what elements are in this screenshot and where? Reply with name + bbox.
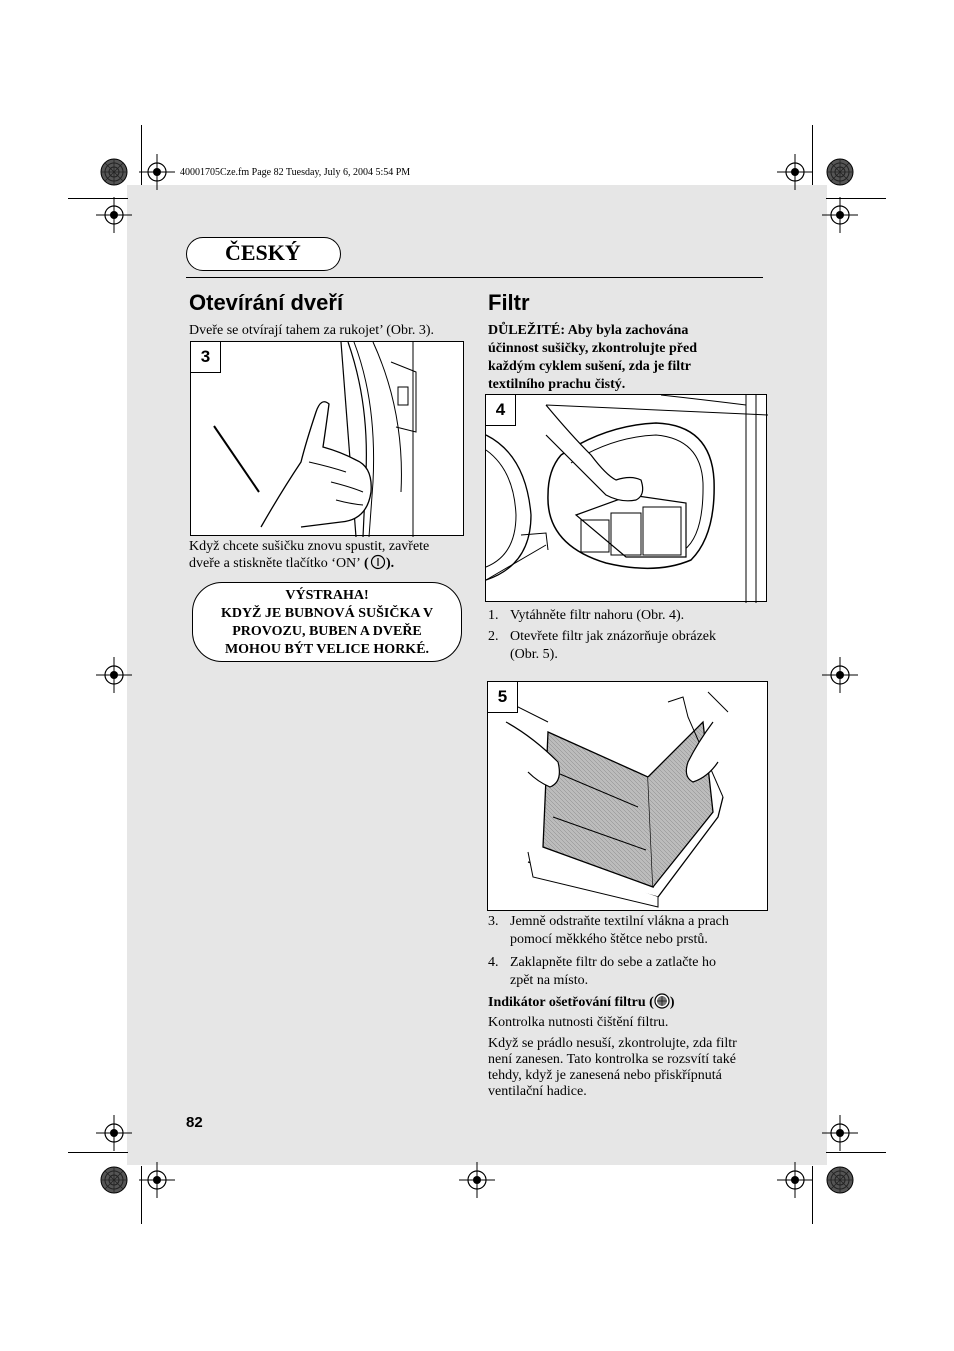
figure-4-number: 4 [486,395,516,426]
filter-indicator-icon [654,993,670,1014]
warning-line-1: KDYŽ JE BUBNOVÁ SUŠIČKA V [220,606,434,621]
warning-box [192,582,462,662]
figure-5-number: 5 [488,682,518,713]
file-info: 40001705Cze.fm Page 82 Tuesday, July 6, 2004 5:54 PM [180,167,411,178]
check-line-3: tehdy, když je zanesená nebo přiskřípnutá [488,1068,722,1083]
figure-5-filter-open [487,681,768,911]
check-line-2: není zanesen. Tato kontrolka se rozsvítí také [488,1052,736,1067]
filter-removal-illustration [486,395,768,603]
page-number: 82 [186,1114,203,1131]
important-line-2: účinnost sušičky, zkontrolujte před [488,341,697,356]
figure-3-number: 3 [191,342,221,373]
warning-line-3: MOHOU BÝT VELICE HORKÉ. [224,642,430,657]
language-label [186,237,341,271]
figure-3-door [190,341,464,536]
svg-text:(: ( [364,556,369,571]
important-line-3: každým cyklem sušení, zda je filtr [488,359,691,374]
header-rule [186,277,763,278]
filter-heading: Filtr [488,290,530,315]
restart-line-1: Když chcete sušičku znovu spustit, zavřete [189,539,430,554]
door-intro-text: Dveře se otvírají tahem za rukojet’ (Obr. 3). [189,323,435,338]
door-opening-heading: Otevírání dveří [189,290,344,315]
indicator-heading: Indikátor ošetřování filtru ( ) [488,993,674,1014]
language-text: ČESKÝ [225,240,301,265]
important-line-1: DŮLEŽITÉ: Aby byla zachována [488,323,689,338]
svg-text:).: ). [386,556,395,571]
figure-4-filter-removal [485,394,767,602]
check-line-4: ventilační hadice. [488,1084,587,1099]
indicator-text: Kontrolka nutnosti čištění filtru. [488,1015,669,1030]
important-line-4: textilního prachu čistý. [488,377,626,392]
warning-title: VÝSTRAHA! [285,588,369,603]
check-line-1: Když se prádlo nesuší, zkontrolujte, zda filtr [488,1036,737,1051]
restart-line-2: dveře a stiskněte tlačítko ‘ON’ ( ). [189,554,393,575]
door-illustration [191,342,465,537]
filter-open-illustration [488,682,769,912]
warning-line-2: PROVOZU, BUBEN A DVEŘE [232,624,422,639]
power-on-icon [363,554,393,575]
